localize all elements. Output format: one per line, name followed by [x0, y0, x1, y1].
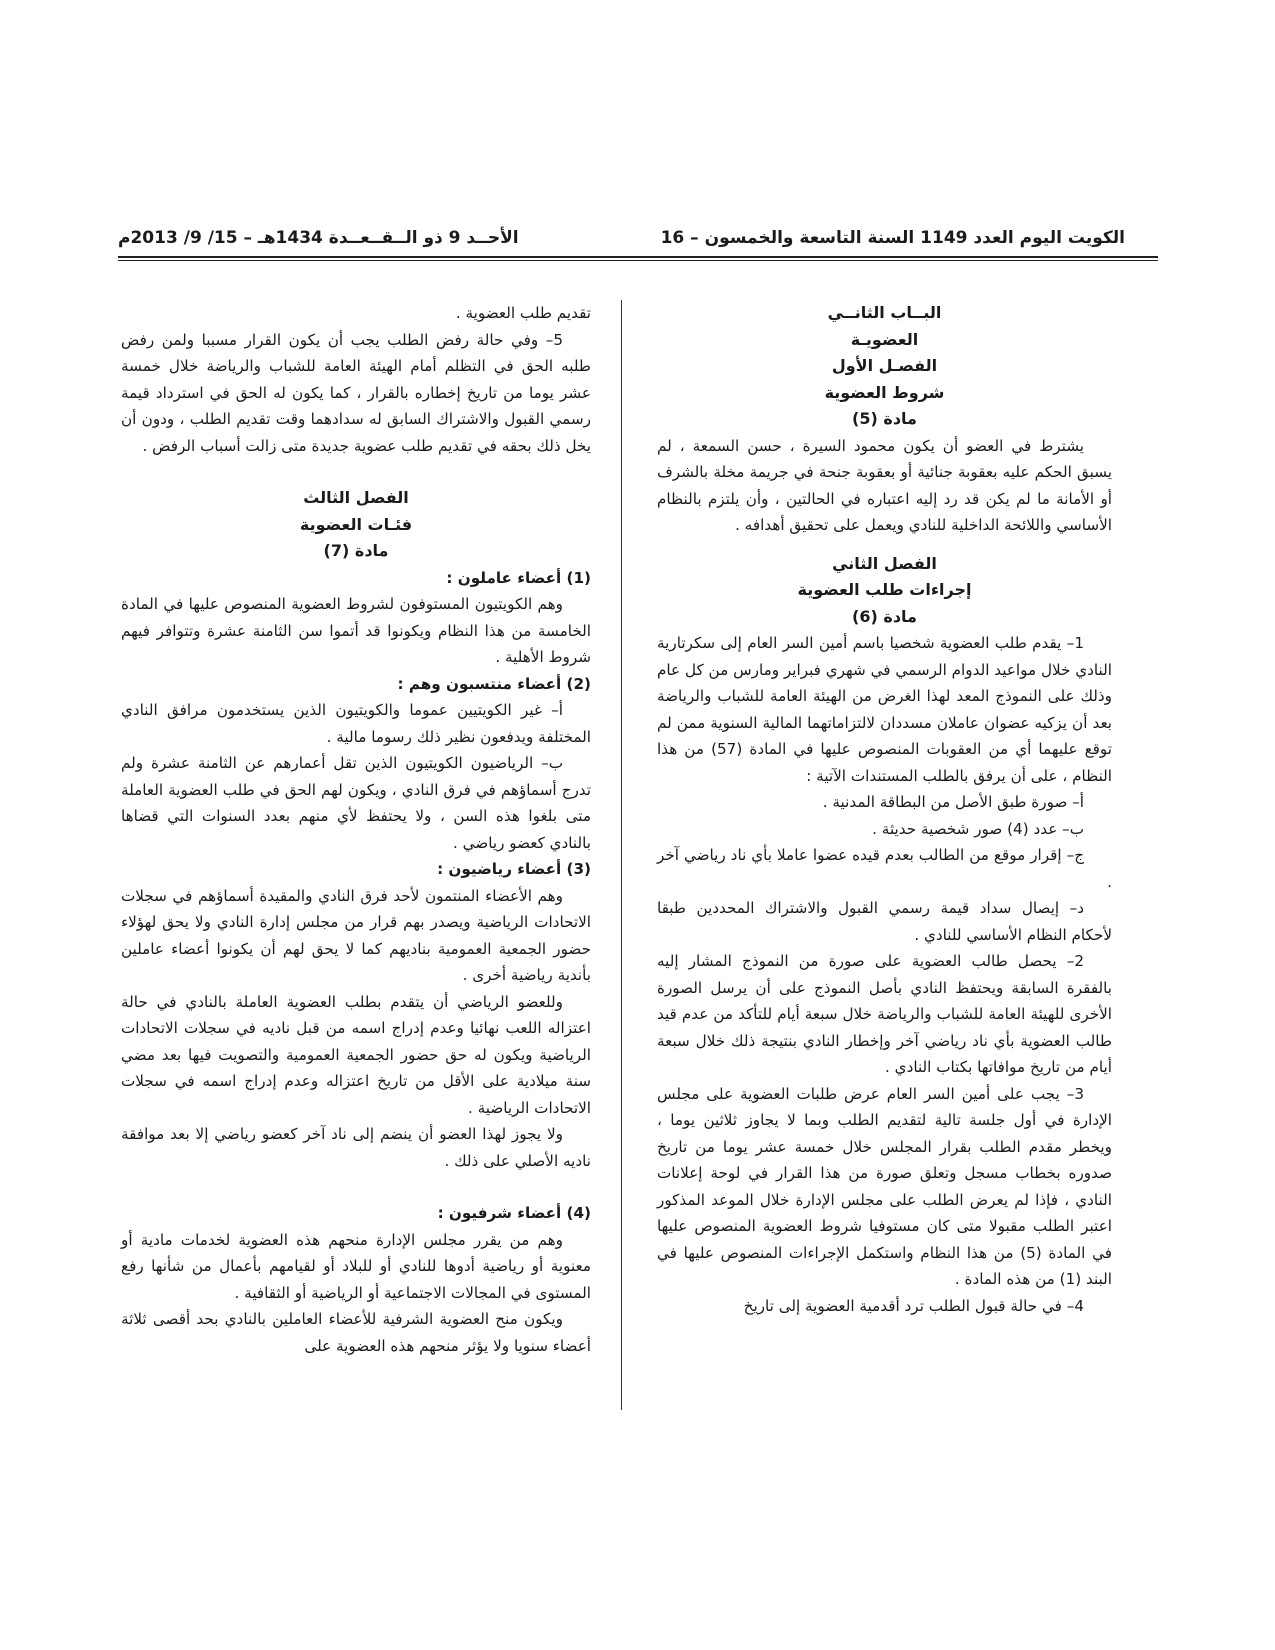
chapter-subtitle: فئـات العضوية — [299, 514, 413, 534]
paragraph: 2– يحصل طالب العضوية على صورة من النموذج المشار إليه بالفقرة السابقة ويحتفظ النادي بأصل النموذج على أن يرسل الصورة الأخرى للهيئة العامة للشباب والرياضة خلال سبعة أيام للتأكد من عدم قيد طالب العضوية بأي ناد رياضي آخر وإخطار النادي بنتيجة ذلك خلال سبعة أيام من تاريخ موافاتها بكتاب النادي . — [657, 952, 1112, 1076]
paragraph: 3– يجب على أمين السر العام عرض طلبات العضوية على مجلس الإدارة في أول جلسة تالية لتقديم الطلب وبما لا يجاوز ثلاثين يوما ، ويخطر مقدم الطلب بقرار المجلس خلال خمسة عشر يوما من تاريخ صدوره بخطاب مسجل وتعلق صورة من هذا القرار في لوحة إعلانات النادي ، فإذا لم يعرض الطلب على مجلس الإدارة خلال الموعد المذكور اعتبر الطلب مقبولا متى كان مستوفيا شروط العضوية المنصوص عليها في المادة (5) من هذا النظام واستكمل الإجراءات المنصوص عليها في البند (1) من هذه المادة . — [657, 1084, 1112, 1288]
paragraph: 5– وفي حالة رفض الطلب يجب أن يكون القرار مسببا ولمن رفض طلبه الحق في التظلم أمام الهيئة العامة للشباب والرياضة خلال خمسة عشر يوما من تاريخ إخطاره بالقرار ، كما يكون له الحق في استرداد قيمة رسمي القبول والاشتراك السابق له سدادهما وقت تقديم الطلب ، ودون أن يخل ذلك بحقه في تقديم طلب عضوية جديدة متى زالت أسباب الرفض . — [121, 330, 591, 455]
paragraph: وهم الكويتيون المستوفون لشروط العضوية المنصوص عليها في المادة الخامسة من هذا النظام ويكونوا قد أتموا سن الثامنة عشرة وتتوافر فيهم شروط الأهلية . — [121, 595, 591, 666]
paragraph: تقديم طلب العضوية . — [455, 304, 591, 322]
section-heading: (2) أعضاء منتسبون وهم : — [397, 674, 591, 693]
section-heading: (4) أعضاء شرفيون : — [437, 1204, 591, 1222]
part-subtitle: العضويـة — [850, 329, 919, 349]
paragraph: 4– في حالة قبول الطلب ترد أقدمية العضوية إلى تاريخ — [743, 1296, 1084, 1315]
part-title: البــاب الثانــي — [827, 303, 942, 322]
chapter-title: الفصـل الأول — [831, 356, 938, 375]
list-item: ج– إقرار موقع من الطالب بعدم قيده عضوا عاملا بأي ناد رياضي آخر . — [657, 846, 1112, 891]
list-item: أ– صورة طبق الأصل من البطاقة المدنية . — [822, 793, 1084, 811]
article-title: مادة (6) — [852, 606, 917, 626]
list-item: أ– غير الكويتيين عموما والكويتيون الذين يستخدمون مرافق النادي المختلفة ويدفعون نظير ذلك رسوما مالية . — [121, 701, 591, 746]
paragraph: ولا يجوز لهذا العضو أن ينضم إلى ناد آخر كعضو رياضي إلا بعد موافقة ناديه الأصلي على ذلك . — [121, 1125, 591, 1170]
header-divider — [118, 256, 1158, 261]
list-item: ب– الرياضيون الكويتيون الذين تقل أعمارهم عن الثامنة عشرة ولم تدرج أسماؤهم في فرق النادي ، ويكون لهم الحق في طلب العضوية العاملة متى بلغوا هذه السن ، ولا يحتفظ لأي منهم بعدد السنوات التي قضاها بالنادي كعضو رياضي . — [121, 754, 591, 852]
paragraph: وهم من يقرر مجلس الإدارة منحهم هذه العضوية لخدمات مادية أو معنوية أو رياضية أدوها للنادي أو للبلاد أو لقيامهم بأعمال من شأنها رفع المستوى في المجالات الاجتماعية أو الرياضية أو الثقافية . — [121, 1230, 591, 1302]
page-header-date: الأحــد 9 ذو الــقــعــدة 1434هـ – 15/ 9/ 2013م — [118, 228, 519, 248]
chapter-title: الفصل الثاني — [832, 553, 937, 573]
page-header-issue: الكويت اليوم العدد 1149 السنة التاسعة والخمسون – 16 — [660, 228, 1125, 248]
paragraph: ويكون منح العضوية الشرفية للأعضاء العاملين بالنادي بحد أقصى ثلاثة أعضاء سنويا ولا يؤثر منحهم هذه العضوية على — [121, 1310, 591, 1355]
paragraph: 1– يقدم طلب العضوية شخصيا باسم أمين السر العام إلى سكرتارية النادي خلال مواعيد الدوام الرسمي في شهري فبراير ومارس من كل عام وذلك على النموذج المعد لهذا الغرض من الهيئة العامة للشباب والرياضة بعد أن يزكيه عضوان عاملان مسددان لالتزاماتهما المالية السنوية ممن لم توقع عليهما أي من العقوبات المنصوص عليها في المادة (57) من هذا النظام ، على أن يرفق بالطلب المستندات الآتية : — [657, 634, 1113, 785]
article-title: مادة (5) — [852, 409, 917, 428]
article-title: مادة (7) — [323, 541, 389, 560]
list-item: ب– عدد (4) صور شخصية حديثة . — [872, 819, 1084, 838]
paragraph: وهم الأعضاء المنتمون لأحد فرق النادي والمقيدة أسماؤهم في سجلات الاتحادات الرياضية ويصدر بهم قرار من مجلس إدارة النادي ولا يحق لهؤلاء حضور الجمعية العمومية بناديهم كما لا يحق لهم أن يكونوا أعضاء عاملين بأندية رياضية أخرى . — [121, 886, 591, 984]
list-item: د– إيصال سداد قيمة رسمي القبول والاشتراك المحددين طبقا لأحكام النظام الأساسي للنادي . — [657, 899, 1112, 944]
chapter-subtitle: إجراءات طلب العضوية — [797, 580, 972, 599]
paragraph: وللعضو الرياضي أن يتقدم بطلب العضوية العاملة بالنادي في حالة اعتزاله اللعب نهائيا وعدم إدراج اسمه من قبل ناديه في سجلات الاتحادات الرياضية ويكون له حق حضور الجمعية العمومية والتصويت فيها بعد مضي سنة ميلادية على الأقل من تاريخ اعتزاله وعدم إدراج اسمه في سجلات الاتحادات الرياضية . — [121, 992, 591, 1117]
column-divider — [621, 300, 622, 1410]
paragraph: يشترط في العضو أن يكون محمود السيرة ، حسن السمعة ، لم يسبق الحكم عليه بعقوبة جنائية أو بعقوبة جنحة في جريمة مخلة بالشرف أو الأمانة ما لم يكن قد رد إليه اعتباره في الحالتين ، وأن يلتزم بالنظام الأساسي واللائحة الداخلية للنادي ويعمل على تحقيق أهدافه . — [657, 436, 1112, 534]
section-heading: (1) أعضاء عاملون : — [446, 568, 591, 587]
chapter-title: الفصل الثالث — [303, 488, 409, 507]
section-heading: (3) أعضاء رياضيون : — [437, 860, 591, 878]
left-column — [121, 300, 591, 1359]
chapter-subtitle: شروط العضوية — [824, 382, 945, 402]
right-column — [657, 300, 1112, 1319]
